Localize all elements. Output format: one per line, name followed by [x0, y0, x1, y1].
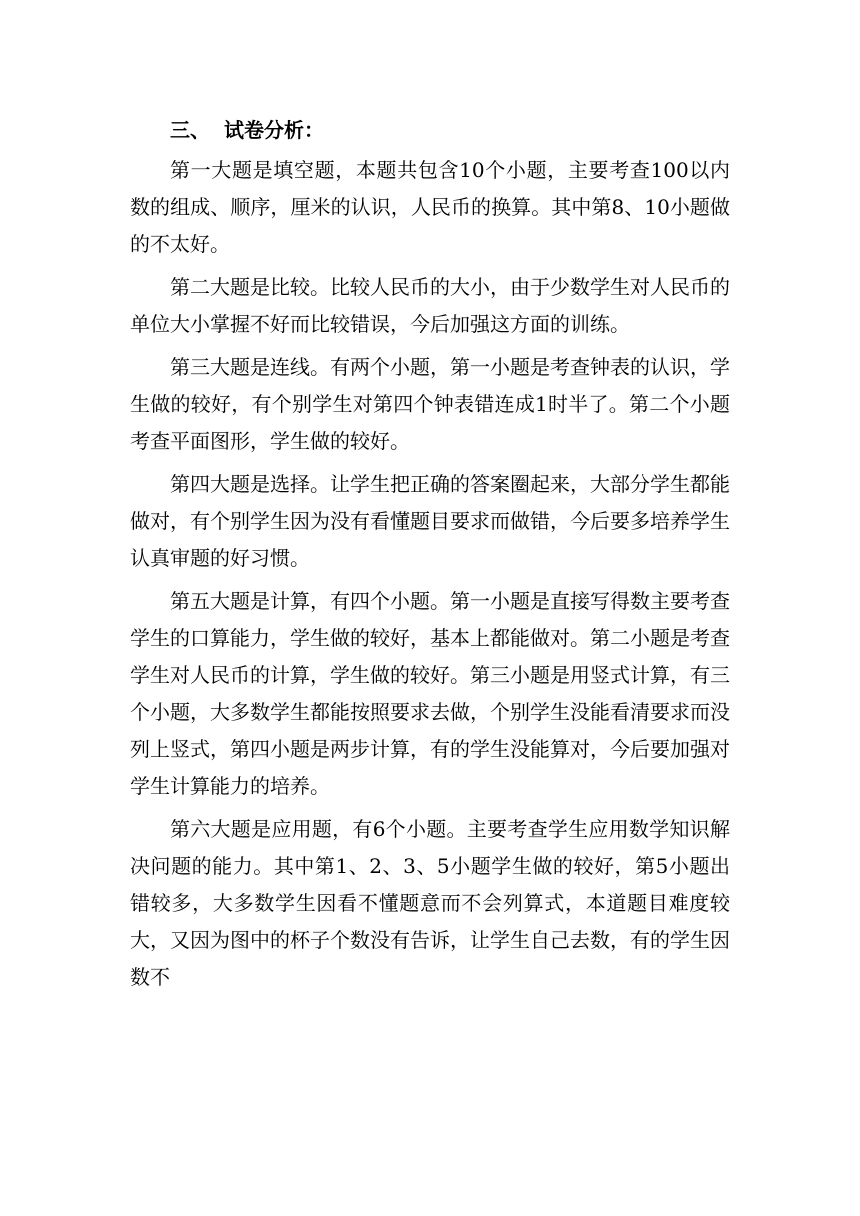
- section-number: 三、: [170, 118, 210, 142]
- section-title: 试卷分析：: [224, 118, 324, 142]
- paragraph-1: 第一大题是填空题，本题共包含10个小题，主要考查100以内数的组成、顺序，厘米的认识，人民币的换算。其中第8、10小题做的不太好。: [130, 158, 730, 256]
- paragraph-2: 第二大题是比较。比较人民币的大小，由于少数学生对人民币的单位大小掌握不好而比较错误，今后加强这方面的训练。: [130, 275, 730, 336]
- paragraph-5: 第五大题是计算，有四个小题。第一小题是直接写得数主要考查学生的口算能力，学生做的较好，基本上都能做对。第二小题是考查学生对人民币的计算，学生做的较好。第三小题是用竖式计算，有三个小题，大多数学生都能按照要求去做，个别学生没能看清要求而没列上竖式，第四小题是两步计算，有的学生没能算对，今后要加强对学生计算能力的培养。: [130, 589, 730, 798]
- paragraph-3: 第三大题是连线。有两个小题，第一小题是考查钟表的认识，学生做的较好，有个别学生对第四个钟表错连成1时半了。第二个小题考查平面图形，学生做的较好。: [130, 355, 730, 453]
- paragraph-6: 第六大题是应用题，有6个小题。主要考查学生应用数学知识解决问题的能力。其中第1、2、3、5小题学生做的较好，第5小题出错较多，大多数学生因看不懂题意而不会列算式，本道题目难度较大，又因为图中的杯子个数没有告诉，让学生自己去数，有的学生因数不: [130, 817, 730, 989]
- document-body: [130, 112, 730, 1002]
- paragraph-4: 第四大题是选择。让学生把正确的答案圈起来，大部分学生都能做对，有个别学生因为没有看懂题目要求而做错，今后要多培养学生认真审题的好习惯。: [130, 472, 730, 570]
- section-heading: [130, 112, 730, 148]
